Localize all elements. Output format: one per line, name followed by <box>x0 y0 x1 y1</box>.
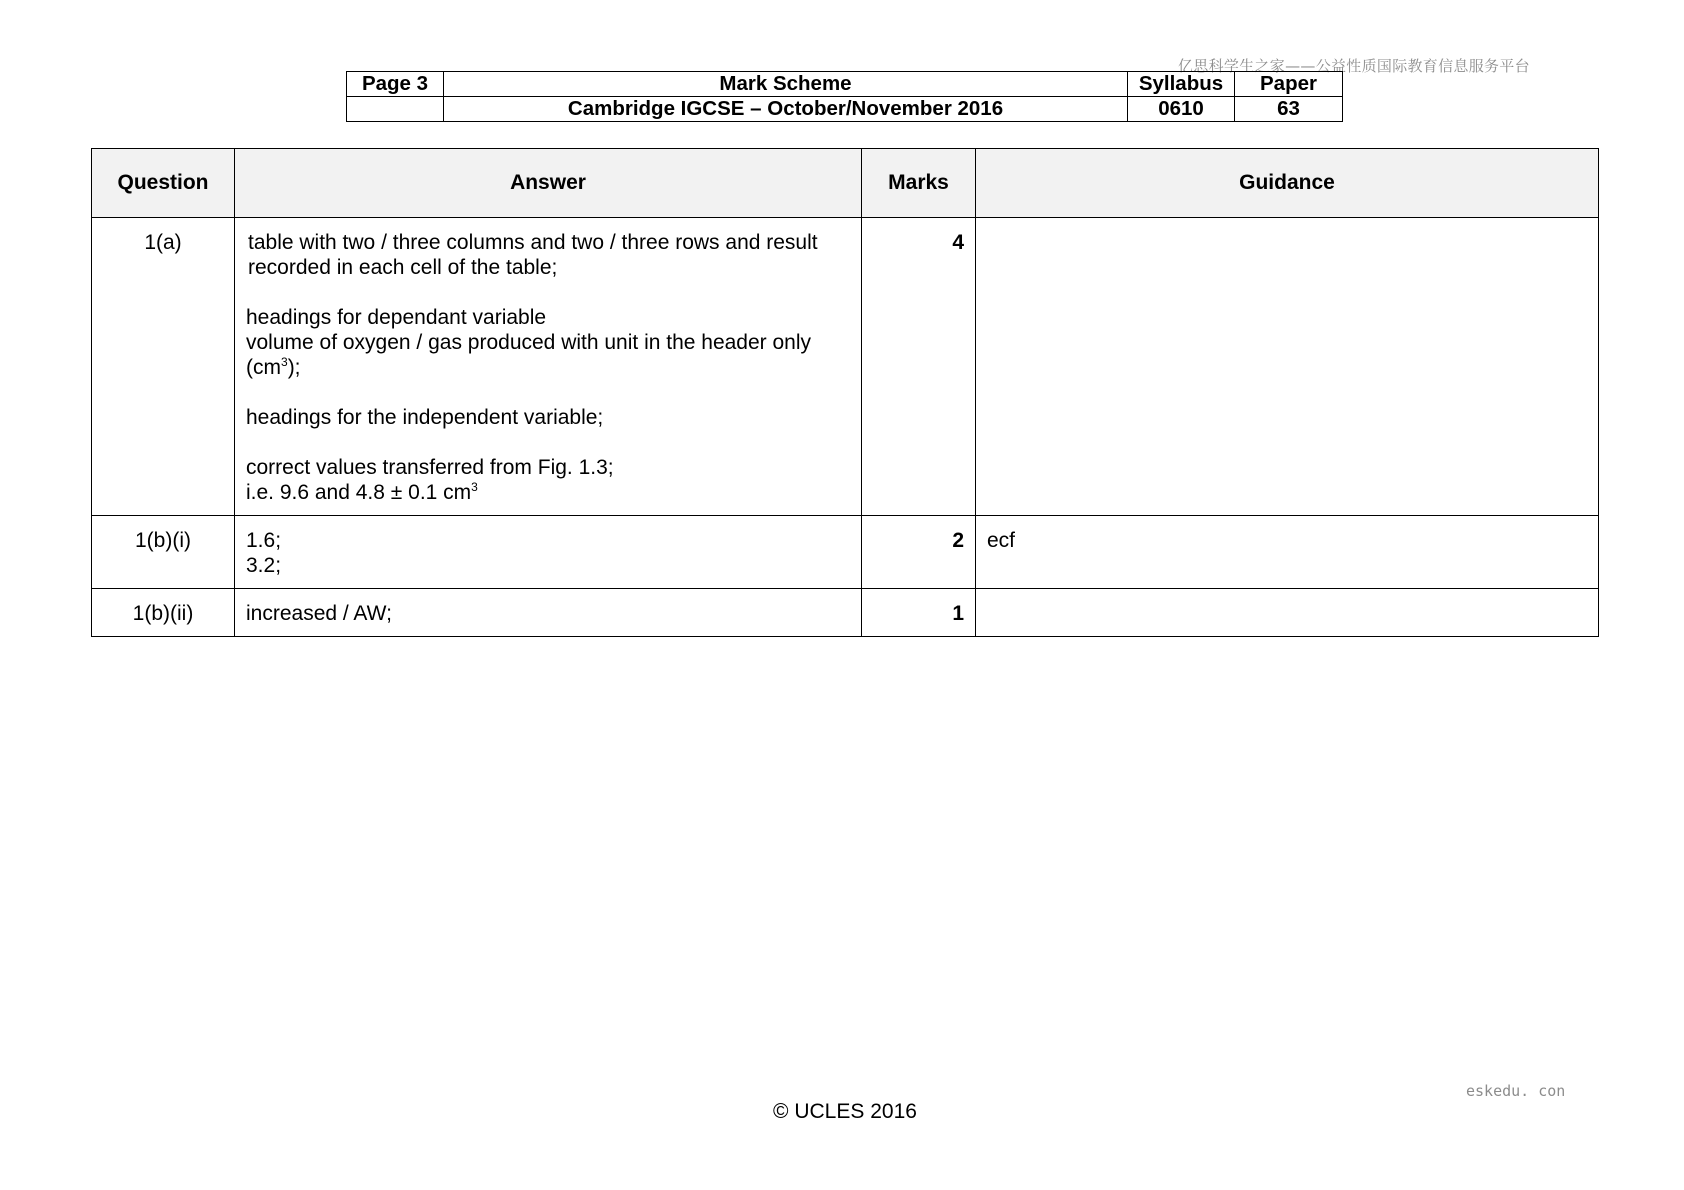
answer-cell <box>235 218 862 516</box>
copyright-footer: © UCLES 2016 <box>773 1100 917 1123</box>
paper-number: 63 <box>1235 97 1343 122</box>
superscript: 3 <box>471 480 478 494</box>
document-title: Mark Scheme <box>444 72 1128 97</box>
syllabus-label: Syllabus <box>1128 72 1235 97</box>
column-header-answer: Answer <box>235 149 862 218</box>
answer-line: 3.2; <box>246 554 282 577</box>
question-number: 1(a) <box>92 218 235 516</box>
superscript: 3 <box>281 355 288 369</box>
marks-value: 1 <box>862 589 976 637</box>
answer-line <box>246 355 850 380</box>
syllabus-code: 0610 <box>1128 97 1235 122</box>
answer-cell <box>235 589 862 637</box>
watermark-bottom: eskedu. con <box>1466 1082 1566 1100</box>
answer-line: volume of oxygen / gas produced with unit in the header only <box>246 331 812 354</box>
table-header-row <box>92 149 1599 218</box>
question-number: 1(b)(ii) <box>92 589 235 637</box>
answer-line: table with two / three columns and two / three rows and result <box>248 231 818 254</box>
guidance-cell: ecf <box>976 516 1599 589</box>
answer-line: increased / AW; <box>246 602 392 625</box>
page-number-blank <box>347 97 444 122</box>
answer-text: (cm <box>246 356 281 379</box>
exam-title: Cambridge IGCSE – October/November 2016 <box>444 97 1128 122</box>
answer-line: 1.6; <box>246 529 282 552</box>
marks-value: 4 <box>862 218 976 516</box>
answer-text: ); <box>287 356 301 379</box>
question-number: 1(b)(i) <box>92 516 235 589</box>
page-header-table <box>346 71 1343 122</box>
mark-scheme-table <box>91 148 1599 637</box>
guidance-cell <box>976 589 1599 637</box>
marks-value: 2 <box>862 516 976 589</box>
answer-line: correct values transferred from Fig. 1.3; <box>246 456 614 479</box>
column-header-guidance: Guidance <box>976 149 1599 218</box>
paper-label: Paper <box>1235 72 1343 97</box>
table-row <box>92 218 1599 516</box>
column-header-question: Question <box>92 149 235 218</box>
guidance-cell <box>976 218 1599 516</box>
answer-line <box>246 480 850 505</box>
answer-cell <box>235 516 862 589</box>
column-header-marks: Marks <box>862 149 976 218</box>
page-number: Page 3 <box>347 72 444 97</box>
watermark-top: 亿思科学生之家——公益性质国际教育信息服务平台 <box>1178 57 1530 75</box>
answer-line: headings for the independent variable; <box>246 406 604 429</box>
answer-text: i.e. 9.6 and 4.8 ± 0.1 cm <box>246 481 472 504</box>
answer-line: headings for dependant variable <box>246 306 547 329</box>
table-row <box>92 516 1599 589</box>
answer-line: recorded in each cell of the table; <box>248 256 558 279</box>
table-row <box>92 589 1599 637</box>
